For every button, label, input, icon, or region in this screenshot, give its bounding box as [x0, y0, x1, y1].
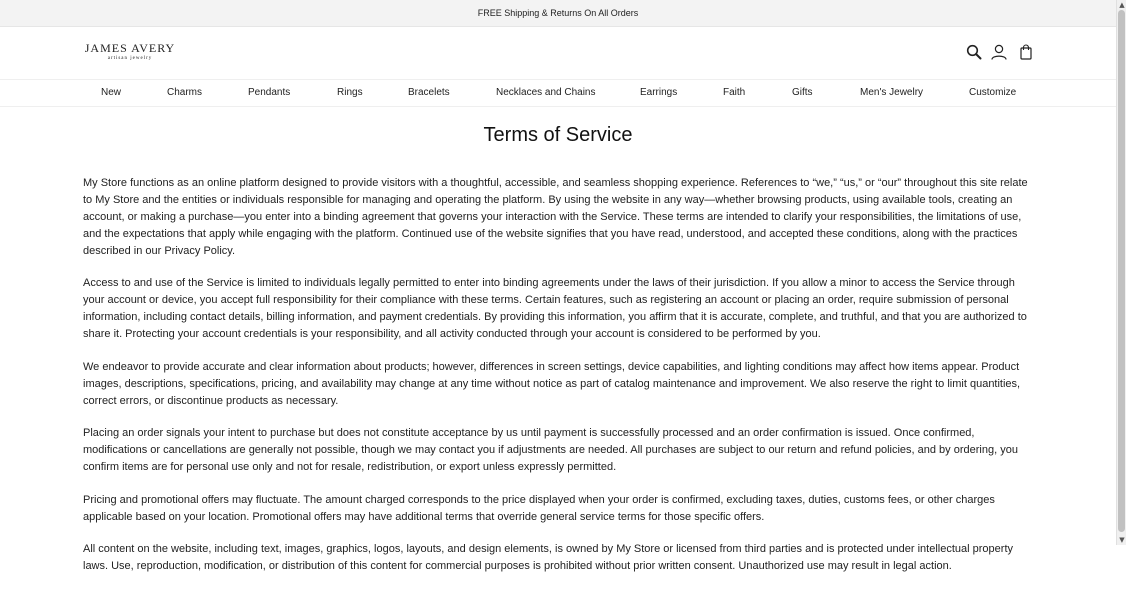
terms-paragraph: Pricing and promotional offers may fluctuate. The amount charged corresponds to the price displayed when your order is confirmed, excluding taxes, duties, customs fees, or other charges applicable based on your location. Promotional offers may have additional terms that override general service terms for those specific offers.: [83, 493, 995, 523]
page-title: Terms of Service: [483, 124, 633, 146]
account-icon[interactable]: [990, 44, 1008, 60]
nav-item-rings[interactable]: Rings: [337, 87, 363, 98]
shopping-bag-icon[interactable]: [1018, 44, 1034, 60]
terms-paragraph: Access to and use of the Service is limited to individuals legally permitted to enter into binding agreements under the laws of their jurisdiction. If you allow a minor to access the Service through your account or device, you accept full responsibility for their compliance with these terms. Certain features, such as registering an account or placing an order, require submission of personal information, including contact details, billing information, and payment credentials. By providing this information, you affirm that it is accurate, complete, and truthful, and that you are authorized to share it. Protecting your account credentials is your responsibility, and all activity conducted through your account is considered to be performed by you.: [83, 277, 1027, 341]
scrollbar-thumb[interactable]: [1118, 10, 1125, 532]
terms-paragraph: My Store functions as an online platform designed to provide visitors with a thoughtful, accessible, and seamless shopping experience. References to “we,” “us,” or “our” throughout this site relate to My Store and the entities or individuals responsible for managing and operating the platform. By using the website in any way—whether browsing products, using available tools, creating an account, or making a purchase—you enter into a binding agreement that governs your interaction with the Service. These terms are intended to clarify your responsibilities, the limitations of use, and the expectations that apply while engaging with the platform. Continued use of the website signifies that you have read, understood, and accepted these conditions, along with the practices described in our Privacy Policy.: [83, 177, 1028, 257]
nav-item-mens-jewelry[interactable]: Men's Jewelry: [860, 87, 924, 98]
main-navigation: [0, 79, 1116, 107]
nav-item-necklaces-and-chains[interactable]: Necklaces and Chains: [496, 87, 596, 98]
terms-paragraph: Placing an order signals your intent to purchase but does not constitute acceptance by us until payment is successfully processed and an order confirmation is issued. Once confirmed, modifications or cancellations are generally not possible, though we may contact you if adjustments are needed. All purchases are subject to our return and refund policies, and by ordering, you confirm items are for personal use only and not for resale, redistribution, or export unless expressly permitted.: [83, 427, 1018, 474]
terms-paragraph: We endeavor to provide accurate and clear information about products; however, differences in screen settings, device capabilities, and lighting conditions may affect how items appear. Product images, descriptions, specifications, pricing, and availability may change at any time without notice as part of catalog maintenance and improvement. We also reserve the right to limit quantities, correct errors, or discontinue products as necessary.: [83, 360, 1021, 407]
terms-paragraph: All content on the website, including text, images, graphics, logos, layouts, and design elements, is owned by My Store or licensed from third parties and is protected under intellectual property laws. Use, reproduction, modification, or distribution of this content for commercial purposes is prohibited without prior written consent. Unauthorized use may result in legal action.: [83, 542, 1013, 572]
promo-banner: [0, 0, 1116, 27]
nav-item-charms[interactable]: Charms: [167, 87, 203, 98]
terms-content: [83, 175, 1029, 590]
search-icon[interactable]: [966, 44, 982, 60]
nav-item-bracelets[interactable]: Bracelets: [408, 87, 450, 98]
vertical-scrollbar[interactable]: [1116, 0, 1126, 545]
nav-item-pendants[interactable]: Pendants: [248, 87, 291, 98]
nav-item-faith[interactable]: Faith: [723, 87, 746, 98]
logo-wordmark: JAMES AVERY: [84, 41, 176, 55]
nav-item-new[interactable]: New: [101, 87, 122, 98]
scroll-down-arrow-icon[interactable]: ▼: [1119, 536, 1125, 544]
logo-tagline: artisan jewelry: [107, 56, 153, 61]
brand-logo[interactable]: [83, 41, 177, 67]
nav-item-earrings[interactable]: Earrings: [640, 87, 678, 98]
promo-text: FREE Shipping & Returns On All Orders: [477, 8, 639, 18]
site-header: [0, 27, 1116, 79]
nav-item-customize[interactable]: Customize: [969, 87, 1017, 98]
scroll-up-arrow-icon[interactable]: ▲: [1119, 1, 1125, 9]
nav-item-gifts[interactable]: Gifts: [792, 87, 813, 98]
